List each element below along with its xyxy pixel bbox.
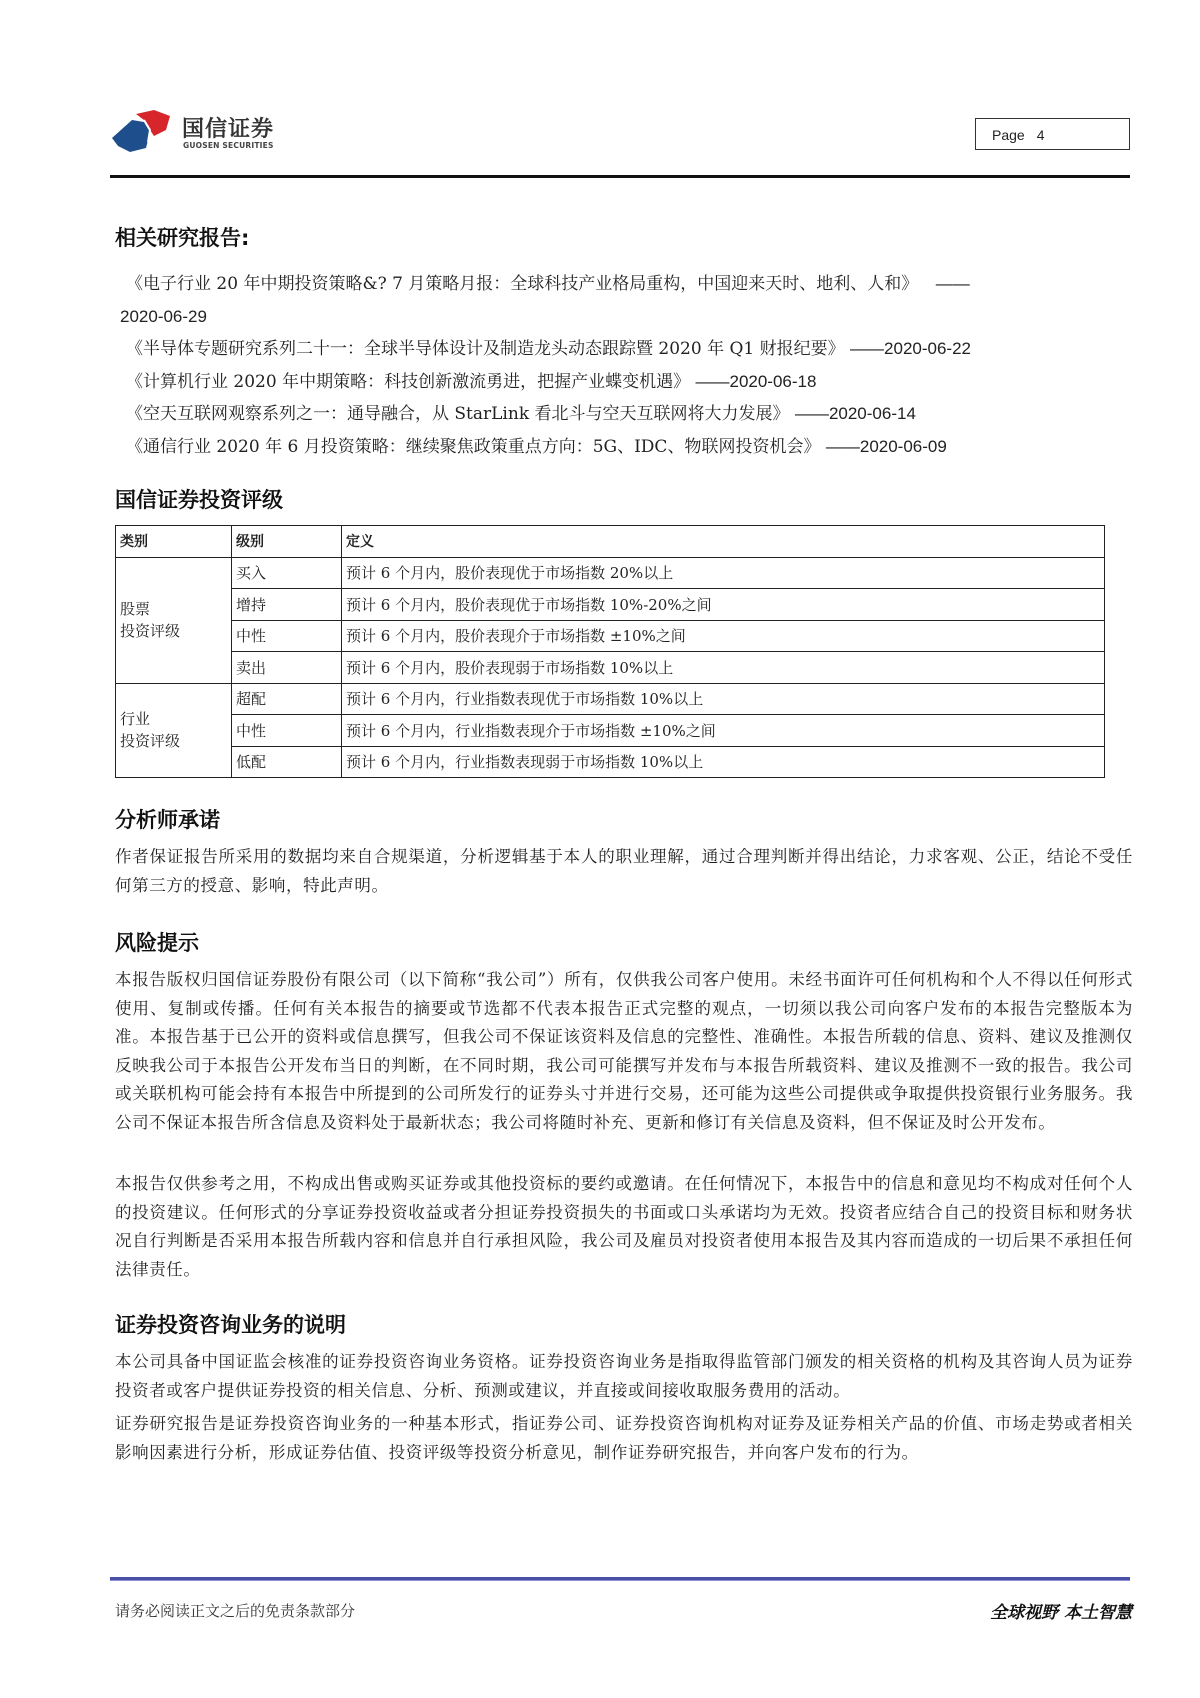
footer-slogan: 全球视野 本土智慧	[990, 1603, 1132, 1623]
definition-cell: 预计 6 个月内，行业指数表现介于市场指数 ±10%之间	[342, 715, 1105, 747]
report-title: 《电子行业 20 年中期投资策略&? 7 月策略月报：全球科技产业格局重构，中国迎来天时、地利、人和》	[126, 274, 919, 294]
report-item	[126, 366, 1136, 399]
report-item	[120, 268, 1126, 333]
table-row	[116, 557, 1105, 589]
report-date: 2020-06-14	[828, 404, 916, 423]
report-separator: ——	[850, 339, 885, 358]
footer-divider	[110, 1577, 1130, 1581]
report-item	[126, 333, 1136, 366]
table-row	[116, 746, 1105, 778]
logo-chinese-name: 国信证券	[182, 117, 275, 142]
table-row	[116, 620, 1105, 652]
report-separator: ——	[935, 274, 970, 293]
header-divider	[110, 175, 1130, 178]
level-cell: 中性	[232, 620, 342, 652]
company-logo	[110, 108, 290, 156]
level-cell: 超配	[232, 683, 342, 715]
report-title: 《空天互联网观察系列之一：通导融合，从 StarLink 看北斗与空天互联网将大力发展》	[126, 404, 790, 424]
report-date: 2020-06-29	[120, 306, 207, 326]
report-date: 2020-06-22	[884, 339, 972, 358]
category-line: 股票	[120, 600, 151, 618]
analyst-commitment-title: 分析师承诺	[115, 808, 220, 832]
table-row	[116, 683, 1105, 715]
report-date: 2020-06-09	[859, 436, 947, 456]
table-row	[116, 589, 1105, 621]
page-indicator	[975, 118, 1130, 150]
related-reports-title: 相关研究报告:	[115, 226, 250, 250]
table-row	[116, 715, 1105, 747]
guosen-logo-icon	[110, 108, 180, 156]
category-industry	[116, 683, 232, 778]
category-line: 投资评级	[120, 622, 181, 640]
page-label: Page	[992, 127, 1025, 143]
table-row	[116, 652, 1105, 684]
report-title: 《半导体专题研究系列二十一：全球半导体设计及制造龙头动态跟踪暨 2020 年 Q1 财报纪要》	[126, 339, 845, 359]
category-line: 投资评级	[120, 732, 181, 751]
risk-title: 风险提示	[115, 931, 199, 955]
level-cell: 中性	[232, 715, 342, 747]
page-number: 4	[1036, 127, 1045, 143]
rating-table	[115, 525, 1105, 778]
definition-cell: 预计 6 个月内，股价表现优于市场指数 10%-20%之间	[342, 589, 1105, 621]
definition-cell: 预计 6 个月内，股价表现介于市场指数 ±10%之间	[342, 620, 1105, 652]
level-cell: 买入	[232, 557, 342, 589]
report-separator: ——	[695, 371, 730, 391]
analyst-commitment-body: 作者保证报告所采用的数据均来自合规渠道，分析逻辑基于本人的职业理解，通过合理判断并得出结论，力求客观、公正，结论不受任何第三方的授意、影响，特此声明。	[115, 847, 1133, 895]
header-definition: 定义	[342, 526, 1105, 558]
category-stock	[116, 557, 232, 683]
level-cell: 低配	[232, 746, 342, 778]
related-reports-list	[120, 268, 1136, 463]
level-cell: 卖出	[232, 652, 342, 684]
header-category: 类别	[116, 526, 232, 558]
footer-disclaimer-note: 请务必阅读正文之后的免责条款部分	[115, 1602, 356, 1620]
report-separator: ——	[794, 404, 829, 423]
table-header-row	[116, 526, 1105, 558]
risk-paragraph-2: 本报告仅供参考之用，不构成出售或购买证券或其他投资标的要约或邀请。在任何情况下，本报告中的信息和意见均不构成对任何个人的投资建议。任何形式的分享证券投资收益或者分担证券投资损失的书面或口头承诺均为无效。投资者应结合自己的投资目标和财务状况自行判断是否采用本报告所载内容和信息并自行承担风险，我公司及雇员对投资者使用本报告及其内容而造成的一切后果不承担任何法律责任。	[115, 1174, 1133, 1279]
report-date: 2020-06-18	[729, 371, 817, 391]
logo-english-name: GUOSEN SECURITIES	[183, 141, 274, 150]
report-title: 《计算机行业 2020 年中期策略：科技创新激流勇进，把握产业蝶变机遇》	[126, 371, 691, 392]
category-line: 行业	[120, 710, 151, 729]
level-cell: 增持	[232, 589, 342, 621]
report-item	[126, 398, 1136, 431]
report-item	[126, 431, 1136, 464]
consulting-paragraph-2: 证券研究报告是证券投资咨询业务的一种基本形式，指证券公司、证券投资咨询机构对证券及证券相关产品的价值、市场走势或者相关影响因素进行分析，形成证券估值、投资评级等投资分析意见，制作证券研究报告，并向客户发布的行为。	[115, 1414, 1133, 1462]
definition-cell: 预计 6 个月内，股价表现弱于市场指数 10%以上	[342, 652, 1105, 684]
consulting-title: 证券投资咨询业务的说明	[115, 1313, 346, 1337]
definition-cell: 预计 6 个月内，股价表现优于市场指数 20%以上	[342, 557, 1105, 589]
report-separator: ——	[825, 436, 860, 456]
definition-cell: 预计 6 个月内，行业指数表现优于市场指数 10%以上	[342, 683, 1105, 715]
header-level: 级别	[232, 526, 342, 558]
report-title: 《通信行业 2020 年 6 月投资策略：继续聚焦政策重点方向：5G、IDC、物联网投资机会》	[126, 436, 821, 457]
definition-cell: 预计 6 个月内，行业指数表现弱于市场指数 10%以上	[342, 746, 1105, 778]
consulting-paragraph-1: 本公司具备中国证监会核准的证券投资咨询业务资格。证券投资咨询业务是指取得监管部门颁发的相关资格的机构及其咨询人员为证券投资者或客户提供证券投资的相关信息、分析、预测或建议，并直接或间接收取服务费用的活动。	[115, 1352, 1133, 1400]
risk-paragraph-1: 本报告版权归国信证券股份有限公司（以下简称“我公司”）所有，仅供我公司客户使用。未经书面许可任何机构和个人不得以任何形式使用、复制或传播。任何有关本报告的摘要或节选都不代表本报告正式完整的观点，一切须以我公司向客户发布的本报告完整版本为准。本报告基于已公开的资料或信息撰写，但我公司不保证该资料及信息的完整性、准确性。本报告所载的信息、资料、建议及推测仅反映我公司于本报告公开发布当日的判断，在不同时期，我公司可能撰写并发布与本报告所载资料、建议及推测不一致的报告。我公司或关联机构可能会持有本报告中所提到的公司所发行的证券头寸并进行交易，还可能为这些公司提供或争取提供投资银行业务服务。我公司不保证本报告所含信息及资料处于最新状态；我公司将随时补充、更新和修订有关信息及资料，但不保证及时公开发布。	[115, 970, 1133, 1132]
rating-title: 国信证券投资评级	[115, 488, 283, 512]
page-header	[110, 100, 1130, 180]
